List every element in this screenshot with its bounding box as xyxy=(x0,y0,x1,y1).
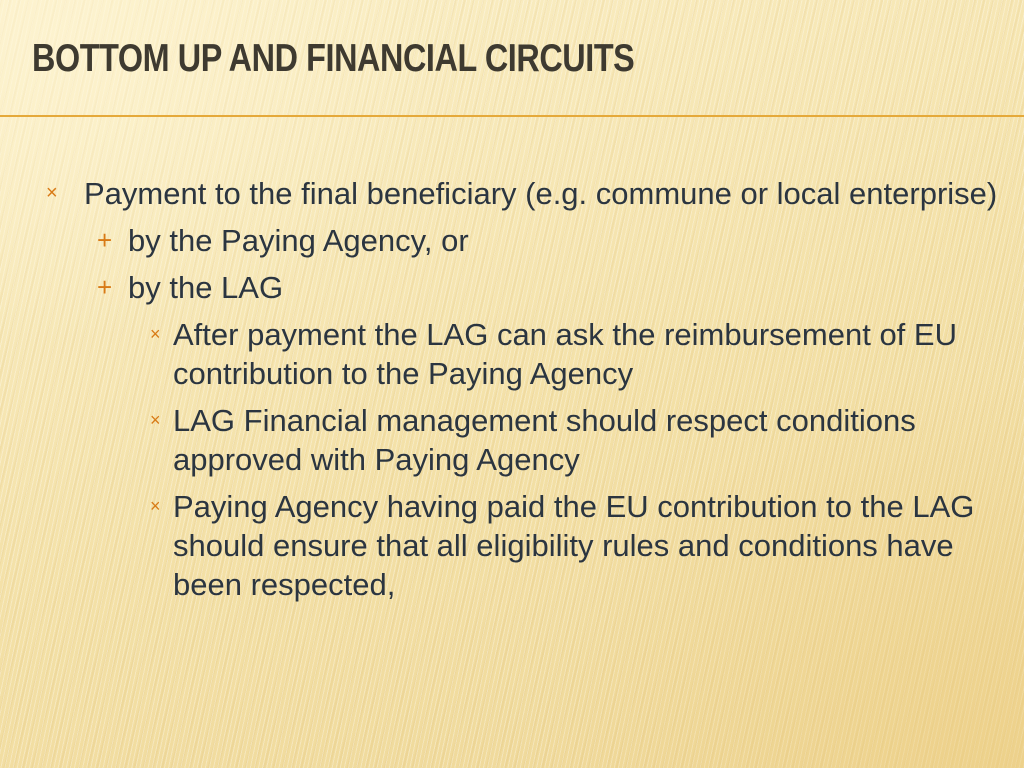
bullet-text: LAG Financial management should respect conditions approved with Paying Agency xyxy=(173,403,916,477)
bullet-text: by the Paying Agency, or xyxy=(128,223,469,258)
bullet-item-level-1 xyxy=(0,174,1024,213)
bullet-item-level-3 xyxy=(0,487,993,604)
bullet-list xyxy=(0,174,1024,612)
bullet-text: Paying Agency having paid the EU contribution to the LAG should ensure that all eligibility rules and conditions have been respected, xyxy=(173,489,975,602)
x-mark-icon: × xyxy=(46,182,58,204)
bullet-text: by the LAG xyxy=(128,270,284,305)
x-mark-icon: × xyxy=(150,410,161,430)
bullet-text: After payment the LAG can ask the reimbursement of EU contribution to the Paying Agency xyxy=(173,317,957,391)
bullet-item-level-2 xyxy=(0,268,1024,307)
x-mark-icon: × xyxy=(150,496,161,516)
title-divider xyxy=(0,115,1024,117)
x-mark-icon: × xyxy=(150,324,161,344)
bullet-item-level-3 xyxy=(0,315,993,393)
bullet-item-level-3 xyxy=(0,401,993,479)
plus-icon: + xyxy=(97,272,113,302)
bullet-text: Payment to the final beneficiary (e.g. commune or local enterprise) xyxy=(84,176,998,211)
slide-title: BOTTOM UP AND FINANCIAL CIRCUITS xyxy=(32,37,635,80)
plus-icon: + xyxy=(97,225,113,255)
bullet-item-level-2 xyxy=(0,221,1024,260)
